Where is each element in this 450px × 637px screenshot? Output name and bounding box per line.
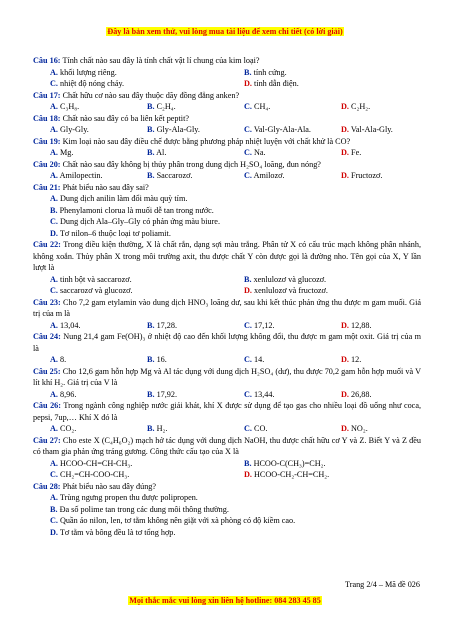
answer-option [33,205,421,217]
option-letter: D. [50,228,58,238]
question-stem [33,400,421,423]
option-letter: A. [50,274,58,284]
question-block [33,159,421,182]
answer-option [130,320,227,332]
option-letter: C. [50,470,58,479]
question-stem [33,136,421,148]
option-letter: C. [244,148,252,157]
answer-option [130,354,227,366]
question-block [33,55,421,90]
answer-option [227,101,324,113]
question-text: Cho 12,6 gam hỗn hợp Mg và Al tác dụng với dung dịch H₂SO₄ (dư), thu được 70,2 gam hỗn hợp muối và V lít khí H₂. Giá trị của V là [33,366,421,387]
question-number: Câu 22: [33,240,61,249]
footer-banner [0,596,450,606]
option-letter: C. [50,217,58,226]
option-letter: A. [50,125,58,134]
option-letter: B. [147,424,155,433]
option-letter: A. [50,67,58,77]
answer-option [324,389,421,401]
option-text: CH₄. [254,102,271,111]
answer-options [33,124,421,136]
option-letter: C. [50,516,58,525]
question-text: Chất nào sau đây không bị thủy phân trong dung dịch H₂SO₄ loãng, đun nóng? [62,159,321,169]
option-text: Fructozơ. [351,171,383,180]
option-letter: B. [147,148,155,157]
answer-option [33,216,421,228]
question-list [33,55,421,538]
option-letter: D. [244,79,252,88]
answer-option [227,458,421,470]
option-text: saccarozơ và glucozơ. [60,286,133,295]
answer-options [33,147,421,159]
answer-option [227,285,421,297]
question-stem [33,239,421,274]
option-letter: C. [244,424,252,433]
answer-option [227,124,324,136]
answer-options [33,67,421,90]
question-stem [33,297,421,320]
option-text: Na. [254,148,266,157]
answer-option [130,389,227,401]
option-text: HCOO-C(CH₃)=CH₂. [253,458,326,468]
option-text: tinh bột và saccarozơ. [60,274,132,284]
option-text: CO. [254,424,268,433]
option-text: tính cứng. [253,67,287,77]
question-number: Câu 16: [33,56,61,65]
answer-option [227,274,421,286]
answer-option [33,228,421,240]
answer-option [227,389,324,401]
option-text: xenlulozơ và fructozơ. [254,286,328,295]
option-letter: A. [50,355,58,364]
answer-option [33,527,421,539]
answer-option [33,274,227,286]
question-number: Câu 26: [33,401,61,410]
question-block [33,239,421,297]
option-text: nhiệt độ nóng chảy. [60,79,125,88]
option-text: 8. [60,355,67,364]
option-text: Fe. [351,148,362,157]
question-number: Câu 25: [33,366,61,376]
option-letter: B. [244,458,252,468]
option-text: H₂. [156,424,168,433]
answer-option [324,170,421,182]
option-letter: B. [147,389,155,399]
option-text: Phenylamoni clorua là muối dễ tan trong nước. [59,205,214,215]
option-text: 17,12. [254,320,275,330]
option-letter: A. [50,171,58,180]
question-number: Câu 17: [33,90,61,100]
option-text: CO₂. [60,424,77,433]
option-text: Đa số polime tan trong các dung môi thông thường. [59,504,229,514]
question-block [33,400,421,435]
question-text: Trong ngành công nghiệp nước giải khát, khí X được sử dụng để tạo gas cho nhiều loại đồ uống như coca, pepsi, 7up,… Khí X đó là [33,401,421,422]
question-block [33,297,421,332]
answer-options [33,170,421,182]
question-text: Phát biểu nào sau đây sai? [62,182,149,192]
option-letter: C. [244,320,252,330]
question-number: Câu 19: [33,136,61,146]
option-letter: B. [244,274,252,284]
answer-options [33,458,421,481]
option-letter: D. [341,125,349,134]
answer-options [33,492,421,538]
answer-option [33,515,421,527]
answer-option [33,469,227,481]
option-letter: D. [341,320,349,330]
option-letter: C. [244,355,252,364]
option-letter: D. [341,171,349,180]
answer-option [33,170,130,182]
header-banner [0,27,450,37]
question-number: Câu 23: [33,297,61,307]
question-number: Câu 20: [33,159,61,169]
option-text: 17,92. [156,389,178,399]
option-text: khối lượng riêng. [60,67,117,77]
answer-option [33,124,130,136]
option-letter: A. [50,320,58,330]
question-number: Câu 21: [33,182,61,192]
option-text: Al. [156,148,167,157]
answer-option [33,147,130,159]
question-block [33,90,421,113]
option-letter: D. [244,470,252,479]
option-letter: B. [147,125,155,134]
answer-options [33,320,421,332]
option-letter: A. [50,102,58,111]
question-stem [33,113,421,125]
option-text: CH₂=CH-COO-CH₃. [60,470,130,479]
answer-option [227,67,421,79]
question-text: Chất nào sau đây có ba liên kết peptit? [62,113,189,123]
answer-option [130,170,227,182]
answer-option [227,423,324,435]
option-text: Val-Ala-Gly. [350,125,393,134]
option-letter: D. [50,527,58,537]
question-text: Phát biểu nào sau đây đúng? [62,481,157,491]
option-letter: B. [50,504,58,514]
option-letter: C. [50,79,58,88]
option-text: NO₂. [351,424,368,433]
option-text: C₂H₄. [156,102,176,111]
answer-option [324,320,421,332]
option-letter: B. [147,171,155,180]
option-text: 8,96. [60,389,77,399]
question-number: Câu 28: [33,481,61,491]
option-letter: D. [341,424,349,433]
question-number: Câu 24: [33,332,61,341]
option-letter: B. [244,67,252,77]
option-text: 26,88. [351,389,372,399]
option-letter: B. [147,102,155,111]
question-text: Nung 21,4 gam Fe(OH)₃ ở nhiệt độ cao đến khối lượng không đổi, thu được m gam một oxit. Giá trị của m là [33,332,421,353]
answer-option [33,320,130,332]
answer-option [227,469,421,481]
question-stem [33,55,421,67]
answer-options [33,101,421,113]
option-letter: C. [50,286,58,295]
question-number: Câu 18: [33,113,61,123]
answer-option [33,458,227,470]
option-text: 17,28. [156,320,178,330]
option-letter: C. [244,102,252,111]
question-stem [33,331,421,354]
question-stem [33,481,421,493]
answer-options [33,193,421,239]
option-text: 16. [156,355,167,364]
option-text: Trùng ngưng propen thu được polipropen. [59,493,198,502]
question-block [33,136,421,159]
answer-options [33,354,421,366]
answer-option [227,354,324,366]
answer-option [33,67,227,79]
question-stem [33,366,421,389]
option-letter: C. [244,171,252,180]
answer-options [33,423,421,435]
answer-option [324,423,421,435]
option-letter: A. [50,389,58,399]
option-letter: D. [341,355,349,364]
question-stem [33,90,421,102]
answer-option [324,354,421,366]
option-letter: B. [147,320,155,330]
option-text: HCOO-CH₂-CH=CH₂. [254,470,330,479]
answer-option [227,170,324,182]
option-text: C₃H₈. [60,102,80,111]
option-text: Tơ nilon–6 thuộc loại tơ poliamit. [59,228,171,238]
question-text: Kim loại nào sau đây điều chế được bằng phương pháp nhiệt luyện với chất khử là CO? [62,136,351,146]
answer-option [324,101,421,113]
option-text: xenlulozơ và glucozơ. [253,274,327,284]
page-footer: Trang 2/4 – Mã đề 026 [345,580,420,589]
question-text: Trong điều kiện thường, X là chất rắn, dạng sợi màu trắng. Phân tử X có cấu trúc mạch không phân nhánh, không xoắn. Thủy phân X trong môi trường axit, thu được chất Y còn được gọi là đường nho. Tên gọi của X, Y lần lượt là [33,240,421,272]
answer-option [33,101,130,113]
option-text: Tơ tằm và bông đều là tơ tổng hợp. [59,527,176,537]
option-text: Gly-Gly. [60,125,89,134]
question-text: Cho 7,2 gam etylamin vào dung dịch HNO₃ loãng dư, sau khi kết thúc phản ứng thu được m gam muối. Giá trị của m là [33,297,421,318]
option-text: Amilopectin. [59,171,103,180]
option-text: Mg. [60,148,74,157]
answer-options [33,389,421,401]
option-letter: A. [50,493,58,502]
answer-option [130,124,227,136]
question-block [33,113,421,136]
answer-options [33,274,421,297]
option-letter: A. [50,194,58,203]
option-letter: D. [341,389,349,399]
question-block [33,182,421,240]
answer-option [227,78,421,90]
question-stem [33,159,421,171]
option-letter: D. [341,148,349,157]
question-stem [33,182,421,194]
option-text: 12. [351,355,362,364]
option-text: Dung dịch Ala–Gly–Gly có phản ứng màu biure. [60,217,220,226]
option-text: Gly-Ala-Gly. [156,125,200,134]
option-letter: A. [50,148,58,157]
question-block [33,331,421,366]
option-text: Dung dịch anilin làm đổi màu quỳ tím. [60,194,188,203]
answer-option [33,78,227,90]
option-text: 14. [254,355,265,364]
answer-option [324,124,421,136]
question-block [33,366,421,401]
option-text: C₂H₂. [351,102,371,111]
question-block [33,481,421,539]
answer-option [130,101,227,113]
answer-option [33,504,421,516]
header-banner-text: Đây là bản xem thử, vui lòng mua tài liệu để xem chi tiết (có lời giải) [107,27,343,36]
question-number: Câu 27: [33,435,61,445]
question-text: Chất hữu cơ nào sau đây thuộc dãy đồng đẳng anken? [62,90,240,100]
footer-banner-text: Mọi thắc mắc vui lòng xin liên hệ hotline: 084 283 45 85 [129,596,321,605]
option-letter: D. [341,102,349,111]
option-letter: A. [50,424,58,433]
option-letter: C. [244,389,252,399]
option-text: Val-Gly-Ala-Ala. [253,125,311,134]
question-text: Tính chất nào sau đây là tính chất vật lí chung của kim loại? [62,56,260,65]
option-letter: A. [50,458,58,468]
option-text: 13,04. [60,320,81,330]
answer-option [33,354,130,366]
option-text: 13,44. [254,389,275,399]
answer-option [227,147,324,159]
answer-option [130,423,227,435]
question-text: Cho este X (C₄H₆O₂) mạch hở tác dụng với dung dịch NaOH, thu được chất hữu cơ Y và Z. Biết Y và Z đều có tham gia phản ứng tráng gương. Công thức cấu tạo của X là [33,435,421,456]
option-text: Saccarozơ. [156,171,193,180]
option-text: HCOO-CH=CH-CH₃. [60,458,133,468]
answer-option [33,193,421,205]
answer-option [33,492,421,504]
option-letter: B. [147,355,155,364]
answer-option [227,320,324,332]
option-text: Quần áo nilon, len, tơ tằm không nên giặt với xà phòng có độ kiềm cao. [60,516,296,525]
option-letter: C. [244,125,252,134]
answer-option [130,147,227,159]
option-text: 12,88. [351,320,372,330]
question-block [33,435,421,481]
question-stem [33,435,421,458]
option-letter: B. [50,205,58,215]
option-text: tính dẫn điện. [254,79,299,88]
answer-option [33,389,130,401]
answer-option [324,147,421,159]
answer-option [33,423,130,435]
option-text: Amilozơ. [253,171,285,180]
option-letter: D. [244,286,252,295]
answer-option [33,285,227,297]
